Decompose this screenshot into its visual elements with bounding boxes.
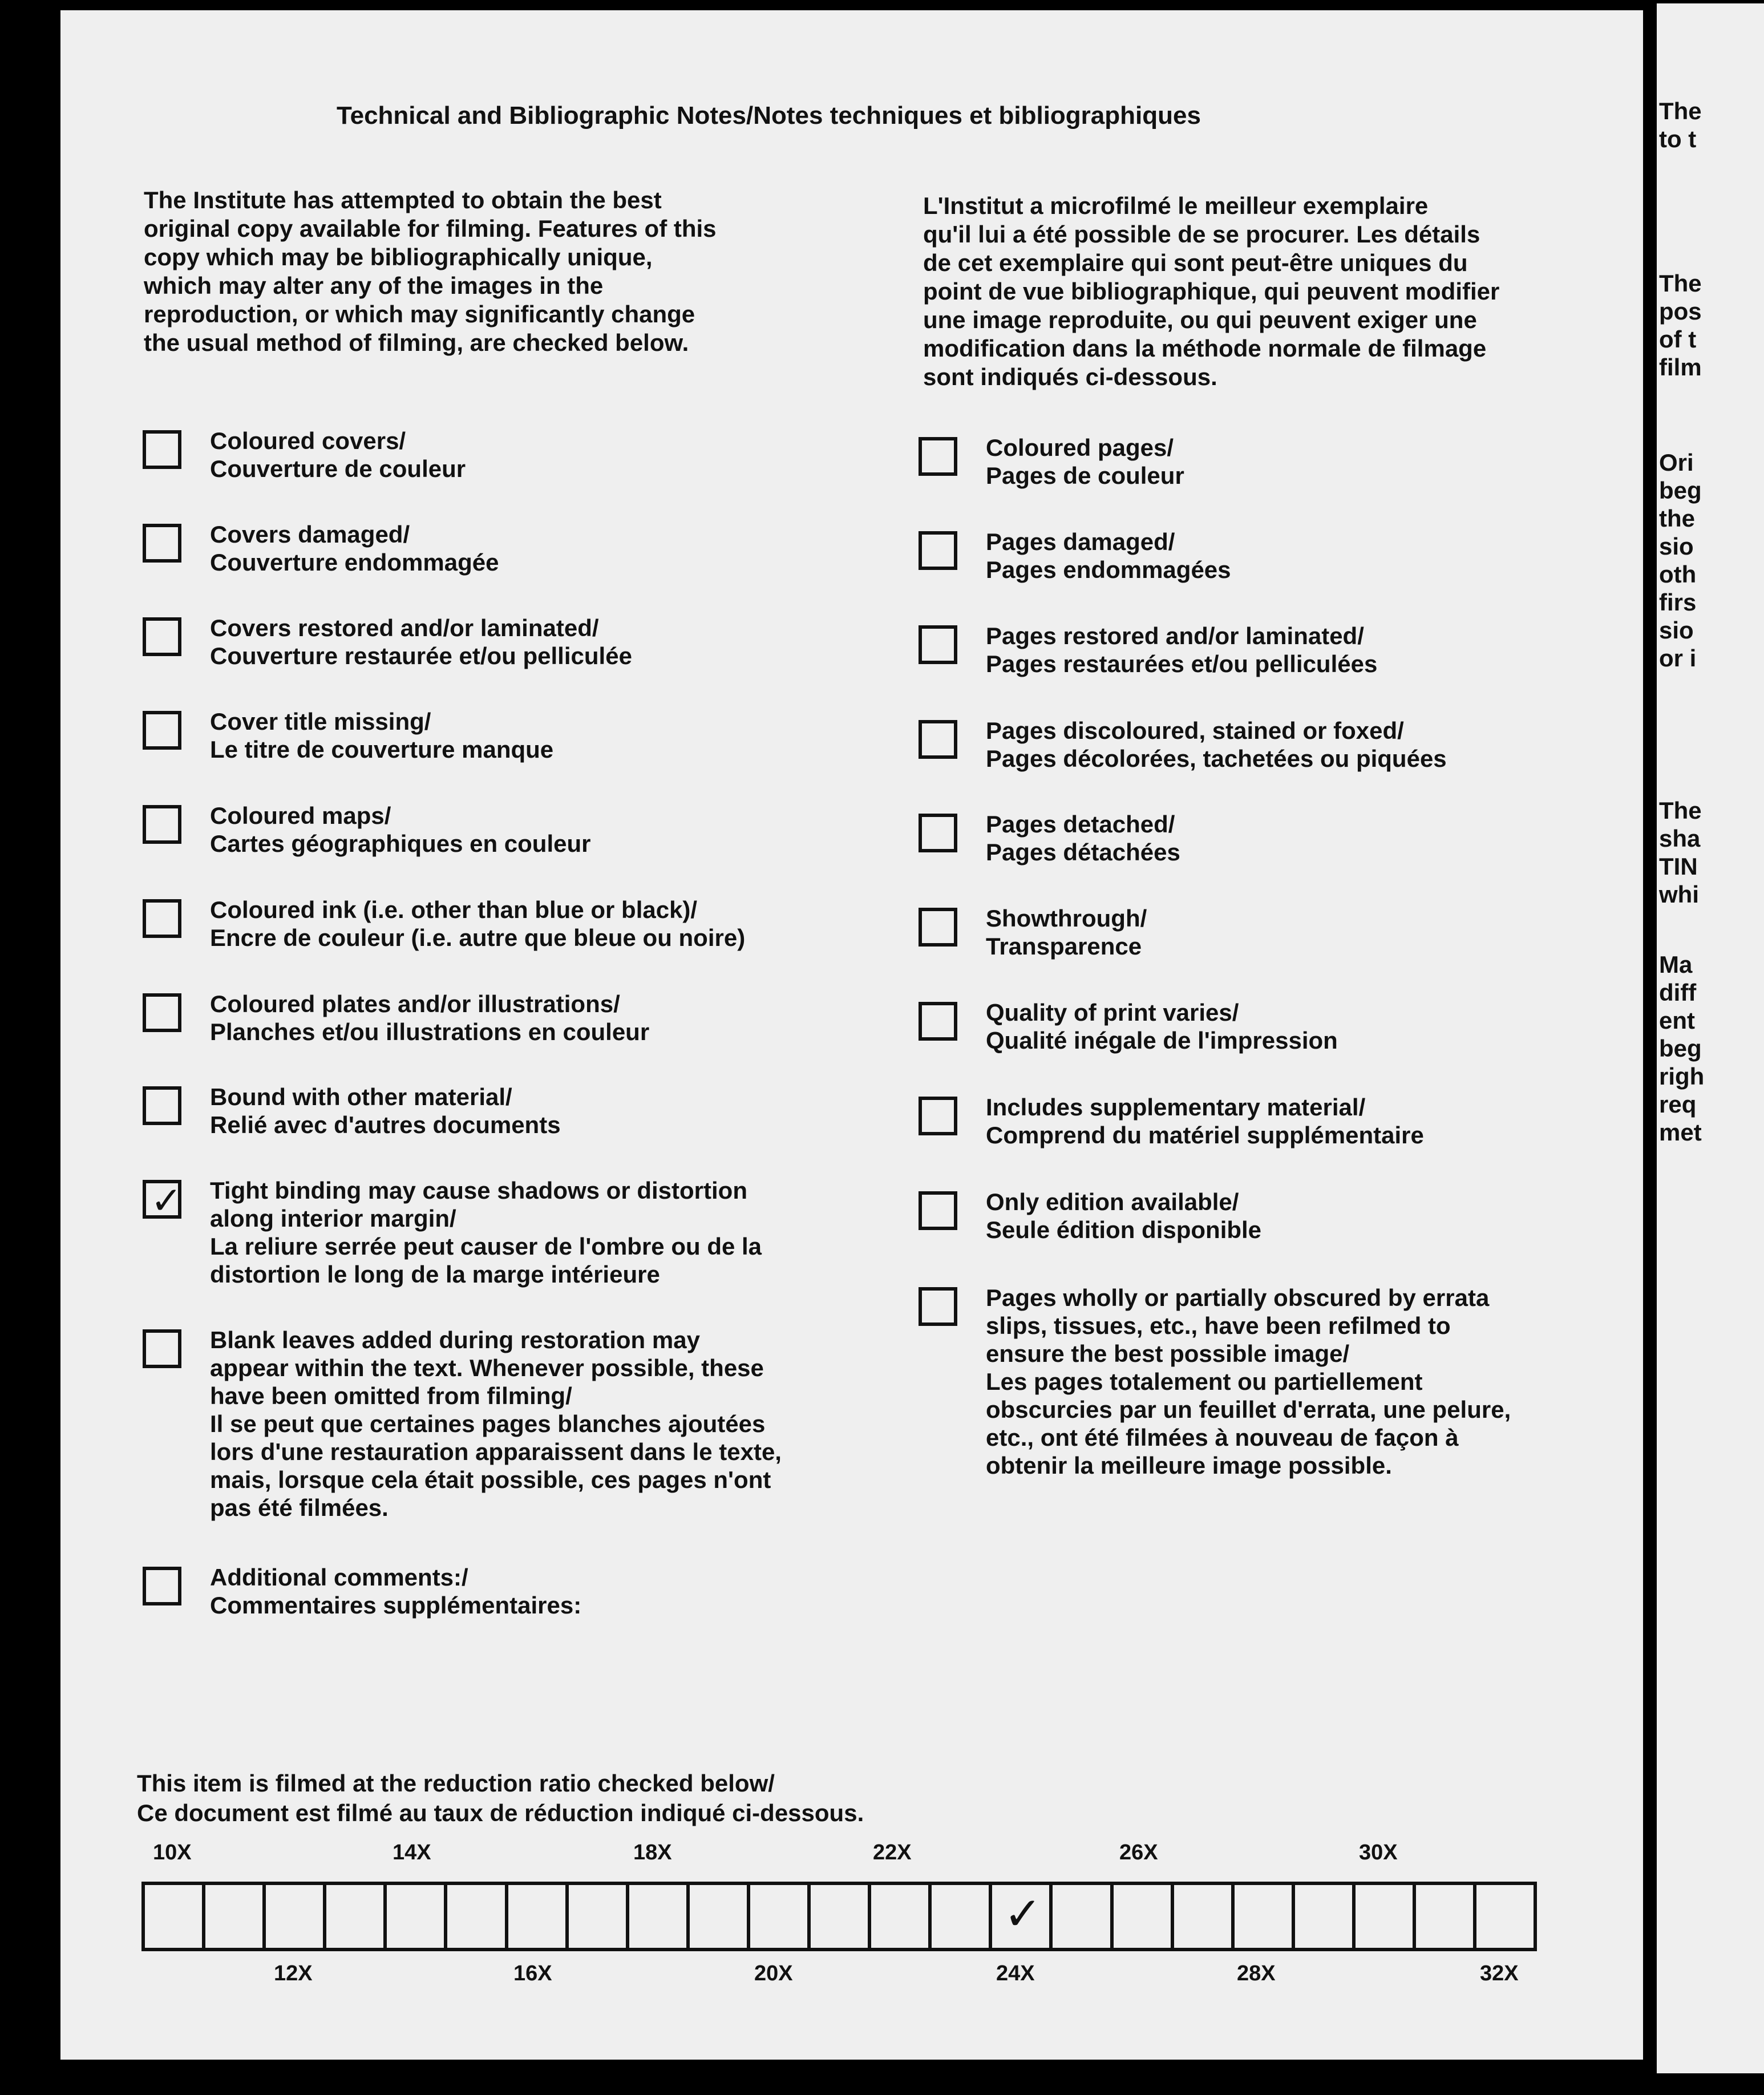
ratio-cell[interactable] (992, 1885, 1053, 1948)
intro-english (144, 186, 717, 357)
ratio-cell[interactable] (629, 1885, 690, 1948)
label-line: Coloured pages/ (986, 434, 1174, 461)
edge-text-fragment: met (1659, 1119, 1702, 1146)
ratio-cell[interactable] (447, 1885, 508, 1948)
ratio-label: 22X (873, 1841, 912, 1865)
checklist-label (986, 1284, 1511, 1479)
edge-text-fragment: the (1659, 505, 1695, 532)
edge-text-fragment: film (1659, 354, 1702, 381)
ratio-cell[interactable] (145, 1885, 205, 1948)
ratio-cell[interactable] (1114, 1885, 1174, 1948)
label-line: obscurcies par un feuillet d'errata, une pelure, (986, 1396, 1511, 1423)
label-line: Pages décolorées, tachetées ou piquées (986, 745, 1447, 772)
ratio-cell[interactable] (690, 1885, 750, 1948)
intro-line: de cet exemplaire qui sont peut-être uniques du (923, 249, 1468, 276)
ratio-cell[interactable] (871, 1885, 932, 1948)
checkbox[interactable] (143, 1567, 181, 1605)
ratio-cell[interactable] (387, 1885, 447, 1948)
label-line: lors d'une restauration apparaissent dans le texte, (210, 1438, 782, 1465)
label-line: Encre de couleur (i.e. autre que bleue ou noire) (210, 924, 746, 951)
ratio-cell[interactable] (1476, 1885, 1534, 1948)
label-line: Coloured ink (i.e. other than blue or black)/ (210, 896, 698, 923)
label-line: Pages détachées (986, 839, 1180, 865)
checklist-label (986, 904, 1147, 960)
checkbox[interactable] (919, 908, 957, 947)
checkbox[interactable] (919, 625, 957, 664)
edge-text-fragment: oth (1659, 561, 1697, 588)
intro-line: sont indiqués ci-dessous. (923, 363, 1217, 390)
checklist-label (986, 1188, 1261, 1244)
ratio-label: 32X (1480, 1961, 1519, 1985)
label-line: appear within the text. Whenever possible, these (210, 1354, 764, 1381)
edge-text-fragment: or i (1659, 645, 1697, 672)
checkbox[interactable] (919, 531, 957, 570)
ratio-cell[interactable] (205, 1885, 266, 1948)
label-line: Pages restored and/or laminated/ (986, 622, 1364, 649)
label-line: Pages de couleur (986, 462, 1184, 489)
checkbox[interactable] (143, 524, 181, 563)
edge-text-fragment: Ma (1659, 951, 1693, 978)
checkbox[interactable] (919, 814, 957, 852)
label-line: Only edition available/ (986, 1188, 1239, 1215)
label-line: Includes supplementary material/ (986, 1094, 1366, 1121)
edge-text-fragment: firs (1659, 589, 1697, 616)
label-line: Transparence (986, 933, 1142, 960)
label-line: Showthrough/ (986, 905, 1147, 932)
label-line: pas été filmées. (210, 1494, 389, 1521)
label-line: Coloured plates and/or illustrations/ (210, 990, 620, 1017)
label-line: Pages detached/ (986, 811, 1175, 838)
label-line: along interior margin/ (210, 1205, 456, 1232)
intro-line: which may alter any of the images in the (144, 272, 604, 299)
ratio-label: 28X (1237, 1961, 1276, 1985)
checkbox[interactable] (143, 1329, 181, 1368)
checklist-label (210, 1563, 581, 1619)
label-line: Le titre de couverture manque (210, 736, 554, 763)
intro-line: L'Institut a microfilmé le meilleur exemplaire (923, 192, 1429, 219)
checklist-label (210, 427, 466, 483)
label-line: Cover title missing/ (210, 708, 431, 735)
label-line: mais, lorsque cela était possible, ces pages n'ont (210, 1466, 771, 1493)
label-line: Planches et/ou illustrations en couleur (210, 1018, 650, 1045)
label-line: Blank leaves added during restoration may (210, 1326, 700, 1353)
edge-text-fragment: ent (1659, 1007, 1695, 1034)
ratio-cell[interactable] (1356, 1885, 1416, 1948)
checklist-label (986, 622, 1377, 678)
intro-line: The Institute has attempted to obtain the best (144, 187, 662, 213)
ratio-cell[interactable] (326, 1885, 387, 1948)
edge-text-fragment: pos (1659, 298, 1702, 325)
checklist-label (986, 1093, 1424, 1149)
ratio-label: 18X (633, 1841, 672, 1865)
ratio-cell[interactable] (1235, 1885, 1295, 1948)
checklist-label (210, 520, 499, 576)
intro-line: reproduction, or which may significantly change (144, 301, 695, 327)
label-line: Pages restaurées et/ou pelliculées (986, 650, 1378, 677)
intro-line: copy which may be bibliographically unique, (144, 244, 653, 270)
edge-text-fragment: sio (1659, 617, 1694, 644)
edge-text-fragment: The (1659, 270, 1702, 297)
intro-line: original copy available for filming. Features of this (144, 215, 717, 242)
checkbox[interactable] (919, 1191, 957, 1230)
checkbox[interactable] (143, 617, 181, 656)
checklist-label (210, 1176, 762, 1288)
label-line: Couverture endommagée (210, 549, 499, 576)
intro-line: qu'il lui a été possible de se procurer. Les détails (923, 221, 1480, 248)
checklist-label (986, 810, 1180, 866)
edge-text-fragment: to t (1659, 126, 1697, 152)
checkbox[interactable] (143, 1086, 181, 1125)
checkbox[interactable] (143, 805, 181, 844)
label-line: have been omitted from filming/ (210, 1382, 572, 1409)
checklist-label (210, 896, 745, 952)
reduction-line-english: This item is filmed at the reduction ratio checked below/ (137, 1770, 775, 1797)
reduction-instructions (137, 1769, 864, 1828)
ratio-label: 12X (274, 1961, 313, 1985)
checkbox[interactable] (919, 1002, 957, 1041)
edge-text-fragment: diff (1659, 979, 1697, 1006)
label-line: Pages wholly or partially obscured by errata (986, 1284, 1490, 1311)
ratio-cell[interactable] (932, 1885, 992, 1948)
checkbox[interactable] (919, 720, 957, 759)
ratio-cell[interactable] (1174, 1885, 1235, 1948)
checkbox[interactable] (143, 993, 181, 1032)
checklist-label (986, 434, 1184, 490)
label-line: Cartes géographiques en couleur (210, 830, 591, 857)
checkbox[interactable] (143, 711, 181, 750)
edge-text-fragment: req (1659, 1091, 1697, 1118)
check-mark-icon: ✓ (1004, 1887, 1042, 1940)
checklist-label (210, 1083, 561, 1139)
edge-text-fragment: sha (1659, 825, 1701, 852)
reduction-ratio-grid (141, 1882, 1537, 1951)
checklist-label (986, 717, 1447, 773)
label-line: etc., ont été filmées à nouveau de façon à (986, 1424, 1459, 1451)
edge-text-fragment: The (1659, 797, 1702, 824)
page-title: Technical and Bibliographic Notes/Notes techniques et bibliographiques (337, 102, 1201, 130)
ratio-cell[interactable] (569, 1885, 629, 1948)
checkbox[interactable] (919, 437, 957, 476)
edge-text-fragment: TIN (1659, 853, 1698, 880)
intro-line: the usual method of filming, are checked below. (144, 329, 689, 356)
label-line: ensure the best possible image/ (986, 1340, 1350, 1367)
label-line: obtenir la meilleure image possible. (986, 1452, 1392, 1479)
label-line: Comprend du matériel supplémentaire (986, 1122, 1424, 1148)
ratio-label: 30X (1359, 1841, 1398, 1865)
intro-line: une image reproduite, ou qui peuvent exiger une (923, 306, 1477, 333)
label-line: Pages endommagées (986, 556, 1231, 583)
edge-text-fragment: of t (1659, 326, 1697, 353)
label-line: Relié avec d'autres documents (210, 1111, 561, 1138)
ratio-cell[interactable] (266, 1885, 326, 1948)
reduction-line-french: Ce document est filmé au taux de réduction indiqué ci-dessous. (137, 1799, 864, 1826)
ratio-cell[interactable] (1295, 1885, 1356, 1948)
ratio-label: 14X (393, 1841, 431, 1865)
label-line: Covers damaged/ (210, 521, 410, 548)
label-line: Couverture restaurée et/ou pelliculée (210, 642, 632, 669)
checklist-label (210, 802, 591, 858)
ratio-cell[interactable] (1053, 1885, 1113, 1948)
checklist-label (986, 528, 1231, 584)
checkbox[interactable] (143, 430, 181, 469)
edge-text-fragment: sio (1659, 533, 1694, 560)
label-line: Bound with other material/ (210, 1083, 512, 1110)
ratio-label: 24X (996, 1961, 1035, 1985)
ratio-label: 16X (513, 1961, 552, 1985)
label-line: Couverture de couleur (210, 455, 466, 482)
label-line: Quality of print varies/ (986, 999, 1239, 1026)
ratio-cell[interactable] (508, 1885, 569, 1948)
ratio-cell[interactable] (811, 1885, 871, 1948)
label-line: slips, tissues, etc., have been refilmed to (986, 1312, 1451, 1339)
label-line: distortion le long de la marge intérieure (210, 1261, 660, 1288)
intro-french (923, 192, 1499, 391)
ratio-cell[interactable] (750, 1885, 811, 1948)
label-line: Il se peut que certaines pages blanches ajoutées (210, 1410, 766, 1437)
checklist-label (210, 990, 649, 1046)
label-line: La reliure serrée peut causer de l'ombre ou de la (210, 1233, 762, 1260)
checklist-label (210, 614, 632, 670)
ratio-label: 10X (153, 1841, 192, 1865)
label-line: Pages damaged/ (986, 528, 1175, 555)
edge-text-fragment: whi (1659, 881, 1699, 908)
edge-text-fragment: The (1659, 98, 1702, 124)
label-line: Coloured maps/ (210, 802, 391, 829)
label-line: Pages discoloured, stained or foxed/ (986, 717, 1404, 744)
checkbox[interactable] (143, 899, 181, 938)
check-mark-icon: ✓ (151, 1179, 183, 1223)
checklist-label (986, 998, 1338, 1054)
label-line: Tight binding may cause shadows or distortion (210, 1177, 747, 1204)
label-line: Covers restored and/or laminated/ (210, 614, 599, 641)
edge-text-fragment: Ori (1659, 449, 1694, 476)
checklist-label (210, 1326, 782, 1522)
checkbox[interactable] (919, 1097, 957, 1135)
label-line: Commentaires supplémentaires: (210, 1592, 582, 1619)
checkbox[interactable] (919, 1287, 957, 1326)
edge-text-fragment: beg (1659, 477, 1702, 504)
checkbox[interactable] (143, 1179, 183, 1223)
ratio-label: 26X (1119, 1841, 1158, 1865)
adjacent-page-edge (1657, 3, 1764, 2073)
ratio-cell[interactable] (1416, 1885, 1476, 1948)
edge-text-fragment: righ (1659, 1063, 1705, 1090)
checklist-label (210, 707, 553, 763)
intro-line: point de vue bibliographique, qui peuvent modifier (923, 278, 1500, 305)
edge-text-fragment: beg (1659, 1035, 1702, 1062)
intro-line: modification dans la méthode normale de filmage (923, 335, 1487, 362)
label-line: Qualité inégale de l'impression (986, 1027, 1338, 1054)
label-line: Additional comments:/ (210, 1564, 468, 1591)
label-line: Seule édition disponible (986, 1216, 1262, 1243)
ratio-label: 20X (754, 1961, 793, 1985)
label-line: Coloured covers/ (210, 427, 406, 454)
label-line: Les pages totalement ou partiellement (986, 1368, 1423, 1395)
